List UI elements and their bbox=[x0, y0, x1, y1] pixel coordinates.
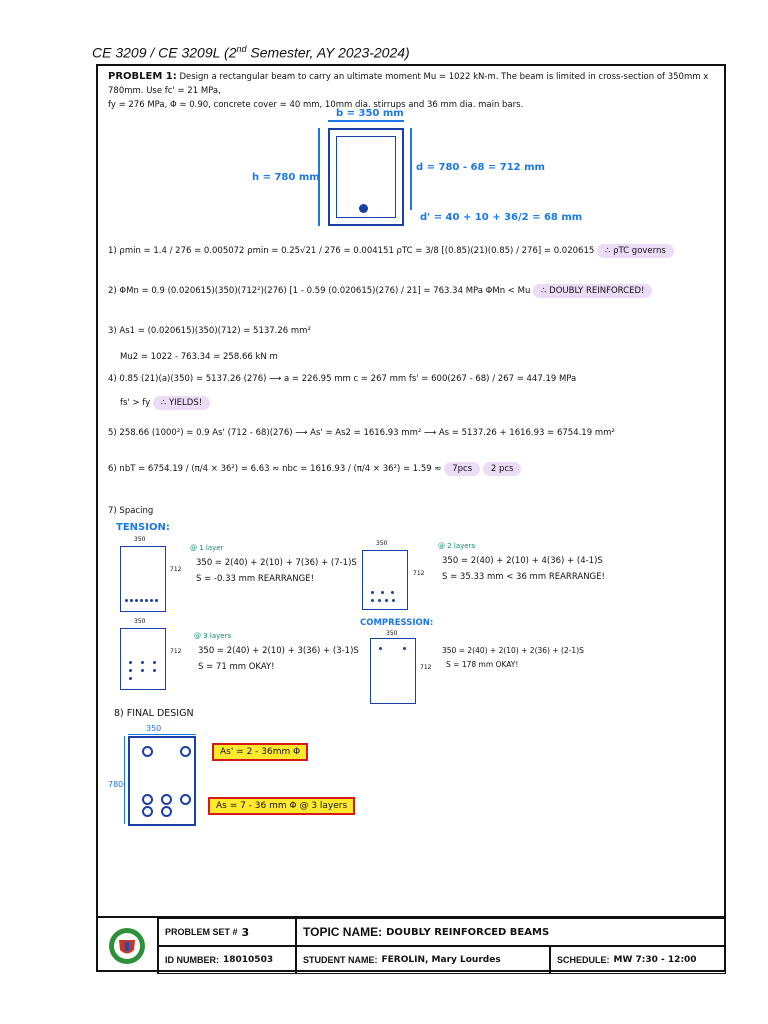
rebar-dot bbox=[135, 599, 138, 602]
case1-eq: 350 = 2(40) + 2(10) + 7(36) + (7-1)S bbox=[196, 558, 357, 568]
rebar-dot bbox=[140, 599, 143, 602]
compression-heading: COMPRESSION: bbox=[360, 618, 434, 628]
case2-dim-h: 712 bbox=[413, 570, 425, 577]
school-seal-icon bbox=[96, 918, 158, 974]
step-5: 5) 258.66 (1000²) = 0.9 As' (712 - 68)(276) ⟶ As' = As2 = 1616.93 mm² ⟶ As = 5137.26 + 1616.93 = 6754.19 mm² bbox=[108, 428, 615, 438]
student-name-cell: STUDENT NAME: FEROLIN, Mary Lourdes bbox=[296, 946, 550, 974]
rebar-ring bbox=[142, 806, 153, 817]
dim-b-label: b = 350 mm bbox=[336, 108, 404, 119]
course-header: CE 3209 / CE 3209L (2nd Semester, AY 2023-2024) bbox=[92, 44, 410, 61]
final-beam bbox=[128, 736, 196, 826]
case1-beam bbox=[120, 546, 166, 612]
rebar-dot bbox=[153, 661, 156, 664]
step-3b: Mu2 = 1022 - 763.34 = 258.66 kN m bbox=[120, 352, 278, 362]
case4-dim-h: 712 bbox=[420, 664, 432, 671]
problem-text-1: Design a rectangular beam to carry an ultimate moment Mu = 1022 kN-m. The beam is limited in cross-section of 350mm x 780mm. Use fc' = 21 MPa, bbox=[108, 72, 709, 96]
rebar-dot bbox=[371, 591, 374, 594]
rebar-dot bbox=[141, 669, 144, 672]
final-title: 8) FINAL DESIGN bbox=[114, 708, 194, 719]
case1-dim-h: 712 bbox=[170, 566, 182, 573]
rebar-dot bbox=[145, 599, 148, 602]
case2-result: S = 35.33 mm < 36 mm REARRANGE! bbox=[442, 572, 605, 582]
topic-cell: TOPIC NAME: DOUBLY REINFORCED BEAMS bbox=[296, 918, 726, 946]
case3-dim-b: 350 bbox=[134, 618, 146, 625]
rebar-dot bbox=[129, 661, 132, 664]
problem-statement bbox=[108, 70, 718, 112]
step-1-note: ∴ ρTC governs bbox=[597, 244, 674, 258]
case3-dim-h: 712 bbox=[170, 648, 182, 655]
case1-title: @ 1 layer bbox=[190, 544, 224, 552]
step-4-note: ∴ YIELDS! bbox=[153, 396, 210, 410]
rebar-dot bbox=[155, 599, 158, 602]
dim-dprime-label: d' = 40 + 10 + 36/2 = 68 mm bbox=[420, 212, 583, 223]
step-4: 4) 0.85 (21)(a)(350) = 5137.26 (276) ⟶ a = 226.95 mm c = 267 mm fs' = 600(267 - 68) / 267 = 447.19 MPa bbox=[108, 374, 577, 384]
case1-dim-b: 350 bbox=[134, 536, 146, 543]
tension-heading: TENSION: bbox=[116, 522, 170, 533]
step-2: 2) ΦMn = 0.9 (0.020615)(350)(712²)(276) [1 - 0.59 (0.020615)(276) / 21] = 763.34 MPa ΦMn < Mu ∴ DOUBLY REINFORCED! bbox=[108, 286, 652, 296]
rebar-dot bbox=[392, 599, 395, 602]
id-number-cell: ID NUMBER: 18010503 bbox=[158, 946, 296, 974]
footer-table bbox=[96, 916, 726, 972]
rebar-dot bbox=[391, 591, 394, 594]
rebar-dot bbox=[379, 647, 382, 650]
dim-h-label: h = 780 mm bbox=[252, 172, 320, 183]
dim-b-line bbox=[328, 120, 404, 122]
rebar-dot bbox=[153, 669, 156, 672]
rebar-ring bbox=[180, 794, 191, 805]
step-6-tension: 7pcs bbox=[444, 462, 480, 476]
step-6: 6) nbT = 6754.19 / (π/4 × 36²) = 6.63 ≈ nbc = 1616.93 / (π/4 × 36²) = 1.59 ≈ 7pcs 2 pcs bbox=[108, 464, 521, 474]
rebar-dot bbox=[371, 599, 374, 602]
rebar-dot bbox=[378, 599, 381, 602]
dim-d-label: d = 780 - 68 = 712 mm bbox=[416, 162, 545, 173]
main-bar bbox=[359, 204, 368, 213]
final-compression-box: As' = 2 - 36mm Φ bbox=[212, 743, 308, 761]
step-3a: 3) As1 = (0.020615)(350)(712) = 5137.26 mm² bbox=[108, 326, 311, 336]
case4-eq: 350 = 2(40) + 2(10) + 2(36) + (2-1)S bbox=[442, 646, 584, 655]
case4-dim-b: 350 bbox=[386, 630, 398, 637]
rebar-dot bbox=[125, 599, 128, 602]
case2-title: @ 2 layers bbox=[438, 542, 476, 550]
final-dim-b: 350 bbox=[146, 724, 162, 733]
case2-dim-b: 350 bbox=[376, 540, 388, 547]
step-1: 1) ρmin = 1.4 / 276 = 0.005072 ρmin = 0.25√21 / 276 = 0.004151 ρTC = 3/8 [(0.85)(21)(0.85) / 276] = 0.020615 ∴ ρTC governs bbox=[108, 246, 674, 256]
dim-d-line bbox=[410, 128, 412, 210]
case4-result: S = 178 mm OKAY! bbox=[446, 660, 519, 669]
schedule-cell: SCHEDULE: MW 7:30 - 12:00 bbox=[550, 946, 726, 974]
problem-text-2: fy = 276 MPa, Φ = 0.90, concrete cover = 40 mm, 10mm dia. stirrups and 36 mm dia. main bars. bbox=[108, 100, 524, 110]
rebar-dot bbox=[141, 661, 144, 664]
rebar-dot bbox=[403, 647, 406, 650]
rebar-ring bbox=[161, 794, 172, 805]
final-dim-b-line bbox=[128, 734, 196, 735]
case1-result: S = -0.33 mm REARRANGE! bbox=[196, 574, 314, 584]
case3-result: S = 71 mm OKAY! bbox=[198, 662, 275, 672]
rebar-dot bbox=[130, 599, 133, 602]
rebar-dot bbox=[129, 677, 132, 680]
rebar-dot bbox=[381, 591, 384, 594]
rebar-dot bbox=[385, 599, 388, 602]
case2-beam bbox=[362, 550, 408, 610]
step-4b: fs' > fy ∴ YIELDS! bbox=[120, 398, 210, 408]
rebar-ring bbox=[142, 794, 153, 805]
step-7: 7) Spacing bbox=[108, 506, 154, 516]
step-6-compression: 2 pcs bbox=[483, 462, 522, 476]
case3-beam bbox=[120, 628, 166, 690]
step-2-note: ∴ DOUBLY REINFORCED! bbox=[533, 284, 652, 298]
case4-beam bbox=[370, 638, 416, 704]
case3-title: @ 3 layers bbox=[194, 632, 232, 640]
case3-eq: 350 = 2(40) + 2(10) + 3(36) + (3-1)S bbox=[198, 646, 359, 656]
problem-set-cell: PROBLEM SET # 3 bbox=[158, 918, 296, 946]
rebar-ring bbox=[180, 746, 191, 757]
rebar-ring bbox=[142, 746, 153, 757]
problem-label: PROBLEM 1: bbox=[108, 71, 177, 82]
case2-eq: 350 = 2(40) + 2(10) + 4(36) + (4-1)S bbox=[442, 556, 603, 566]
rebar-ring bbox=[161, 806, 172, 817]
final-dim-h: 780 bbox=[108, 780, 124, 789]
rebar-dot bbox=[150, 599, 153, 602]
rebar-dot bbox=[129, 669, 132, 672]
final-dim-h-line bbox=[124, 736, 125, 824]
final-tension-box: As = 7 - 36 mm Φ @ 3 layers bbox=[208, 797, 355, 815]
